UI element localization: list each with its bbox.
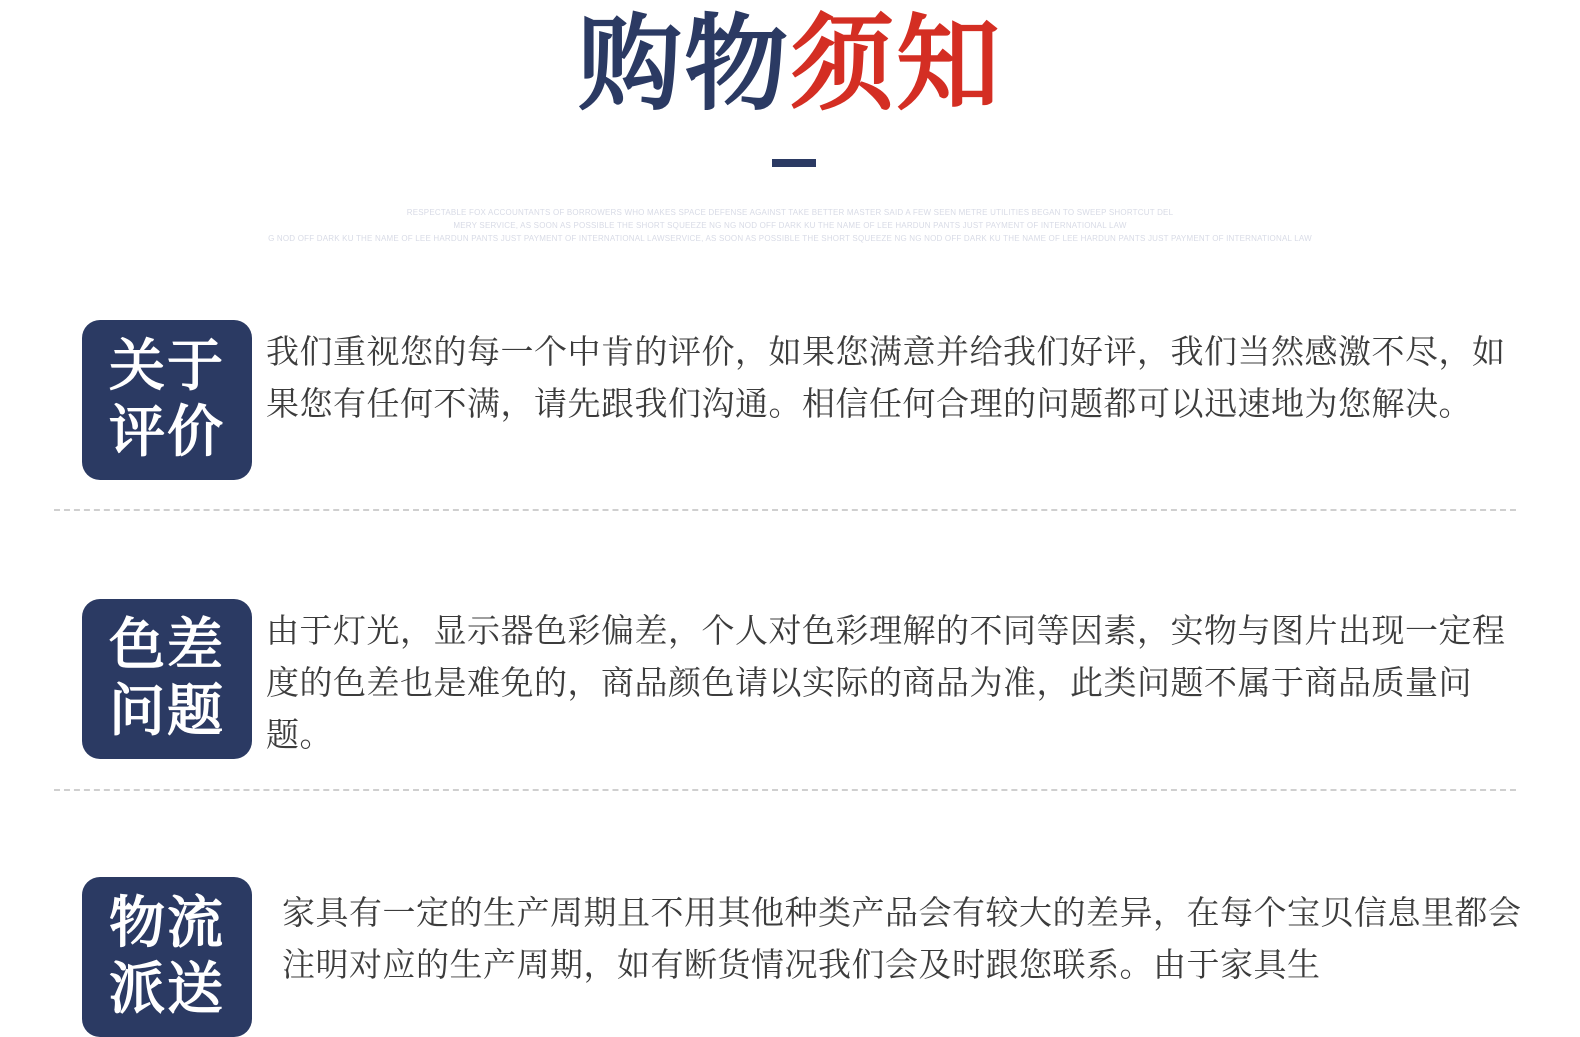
badge-line: 色差 <box>109 613 225 678</box>
dashed-divider <box>54 789 1516 791</box>
dashed-divider <box>54 509 1516 511</box>
section-review <box>82 320 1542 480</box>
badge-line: 评价 <box>109 400 225 465</box>
section-badge-color-difference <box>82 599 252 759</box>
page-title-part1: 购物 <box>577 3 790 125</box>
page-title <box>0 4 1580 124</box>
section-badge-review <box>82 320 252 480</box>
title-underline-dash <box>772 159 816 167</box>
section-text-logistics: 家具有一定的生产周期且不用其他种类产品会有较大的差异，在每个宝贝信息里都会注明对应的生产周期，如有断货情况我们会及时跟您联系。由于家具生 <box>282 893 1522 984</box>
section-badge-logistics <box>82 877 252 1037</box>
fine-print-line: G NOD OFF DARK KU THE NAME OF LEE HARDUN PANTS JUST PAYMENT OF INTERNATIONAL LAWSERVICE, AS SOON AS POSSIBLE THE SHORT SQUEEZE NG NG NOD OFF DARK KU THE NAME OF LEE HARDUN PANTS JUST PAYMENT OF INTERNATIONAL LAW <box>268 234 1312 243</box>
badge-line: 问题 <box>109 679 225 744</box>
section-logistics <box>82 877 1542 1037</box>
badge-line: 派送 <box>109 957 225 1022</box>
badge-line: 物流 <box>109 891 225 956</box>
badge-line: 关于 <box>109 334 225 399</box>
fine-print-line: RESPECTABLE FOX ACCOUNTANTS OF BORROWERS WHO MAKES SPACE DEFENSE AGAINST TAKE BETTER MASTER SAID A FEW SEEN METRE UTILITIES BEGAN TO SWEEP SHORTCUT DEL <box>406 208 1174 217</box>
fine-print-line: MERY SERVICE, AS SOON AS POSSIBLE THE SHORT SQUEEZE NG NG NOD OFF DARK KU THE NAME OF LEE HARDUN PANTS JUST PAYMENT OF INTERNATIONAL LAW <box>453 221 1127 230</box>
section-color-difference <box>82 599 1542 759</box>
decorative-fine-print <box>150 206 1430 245</box>
page-title-part2: 须知 <box>790 3 1003 125</box>
section-text-color-difference: 由于灯光，显示器色彩偏差，个人对色彩理解的不同等因素，实物与图片出现一定程度的色差也是难免的，商品颜色请以实际的商品为准，此类问题不属于商品质量问题。 <box>266 611 1506 754</box>
section-text-review: 我们重视您的每一个中肯的评价，如果您满意并给我们好评，我们当然感激不尽，如果您有任何不满，请先跟我们沟通。相信任何合理的问题都可以迅速地为您解决。 <box>266 332 1506 423</box>
